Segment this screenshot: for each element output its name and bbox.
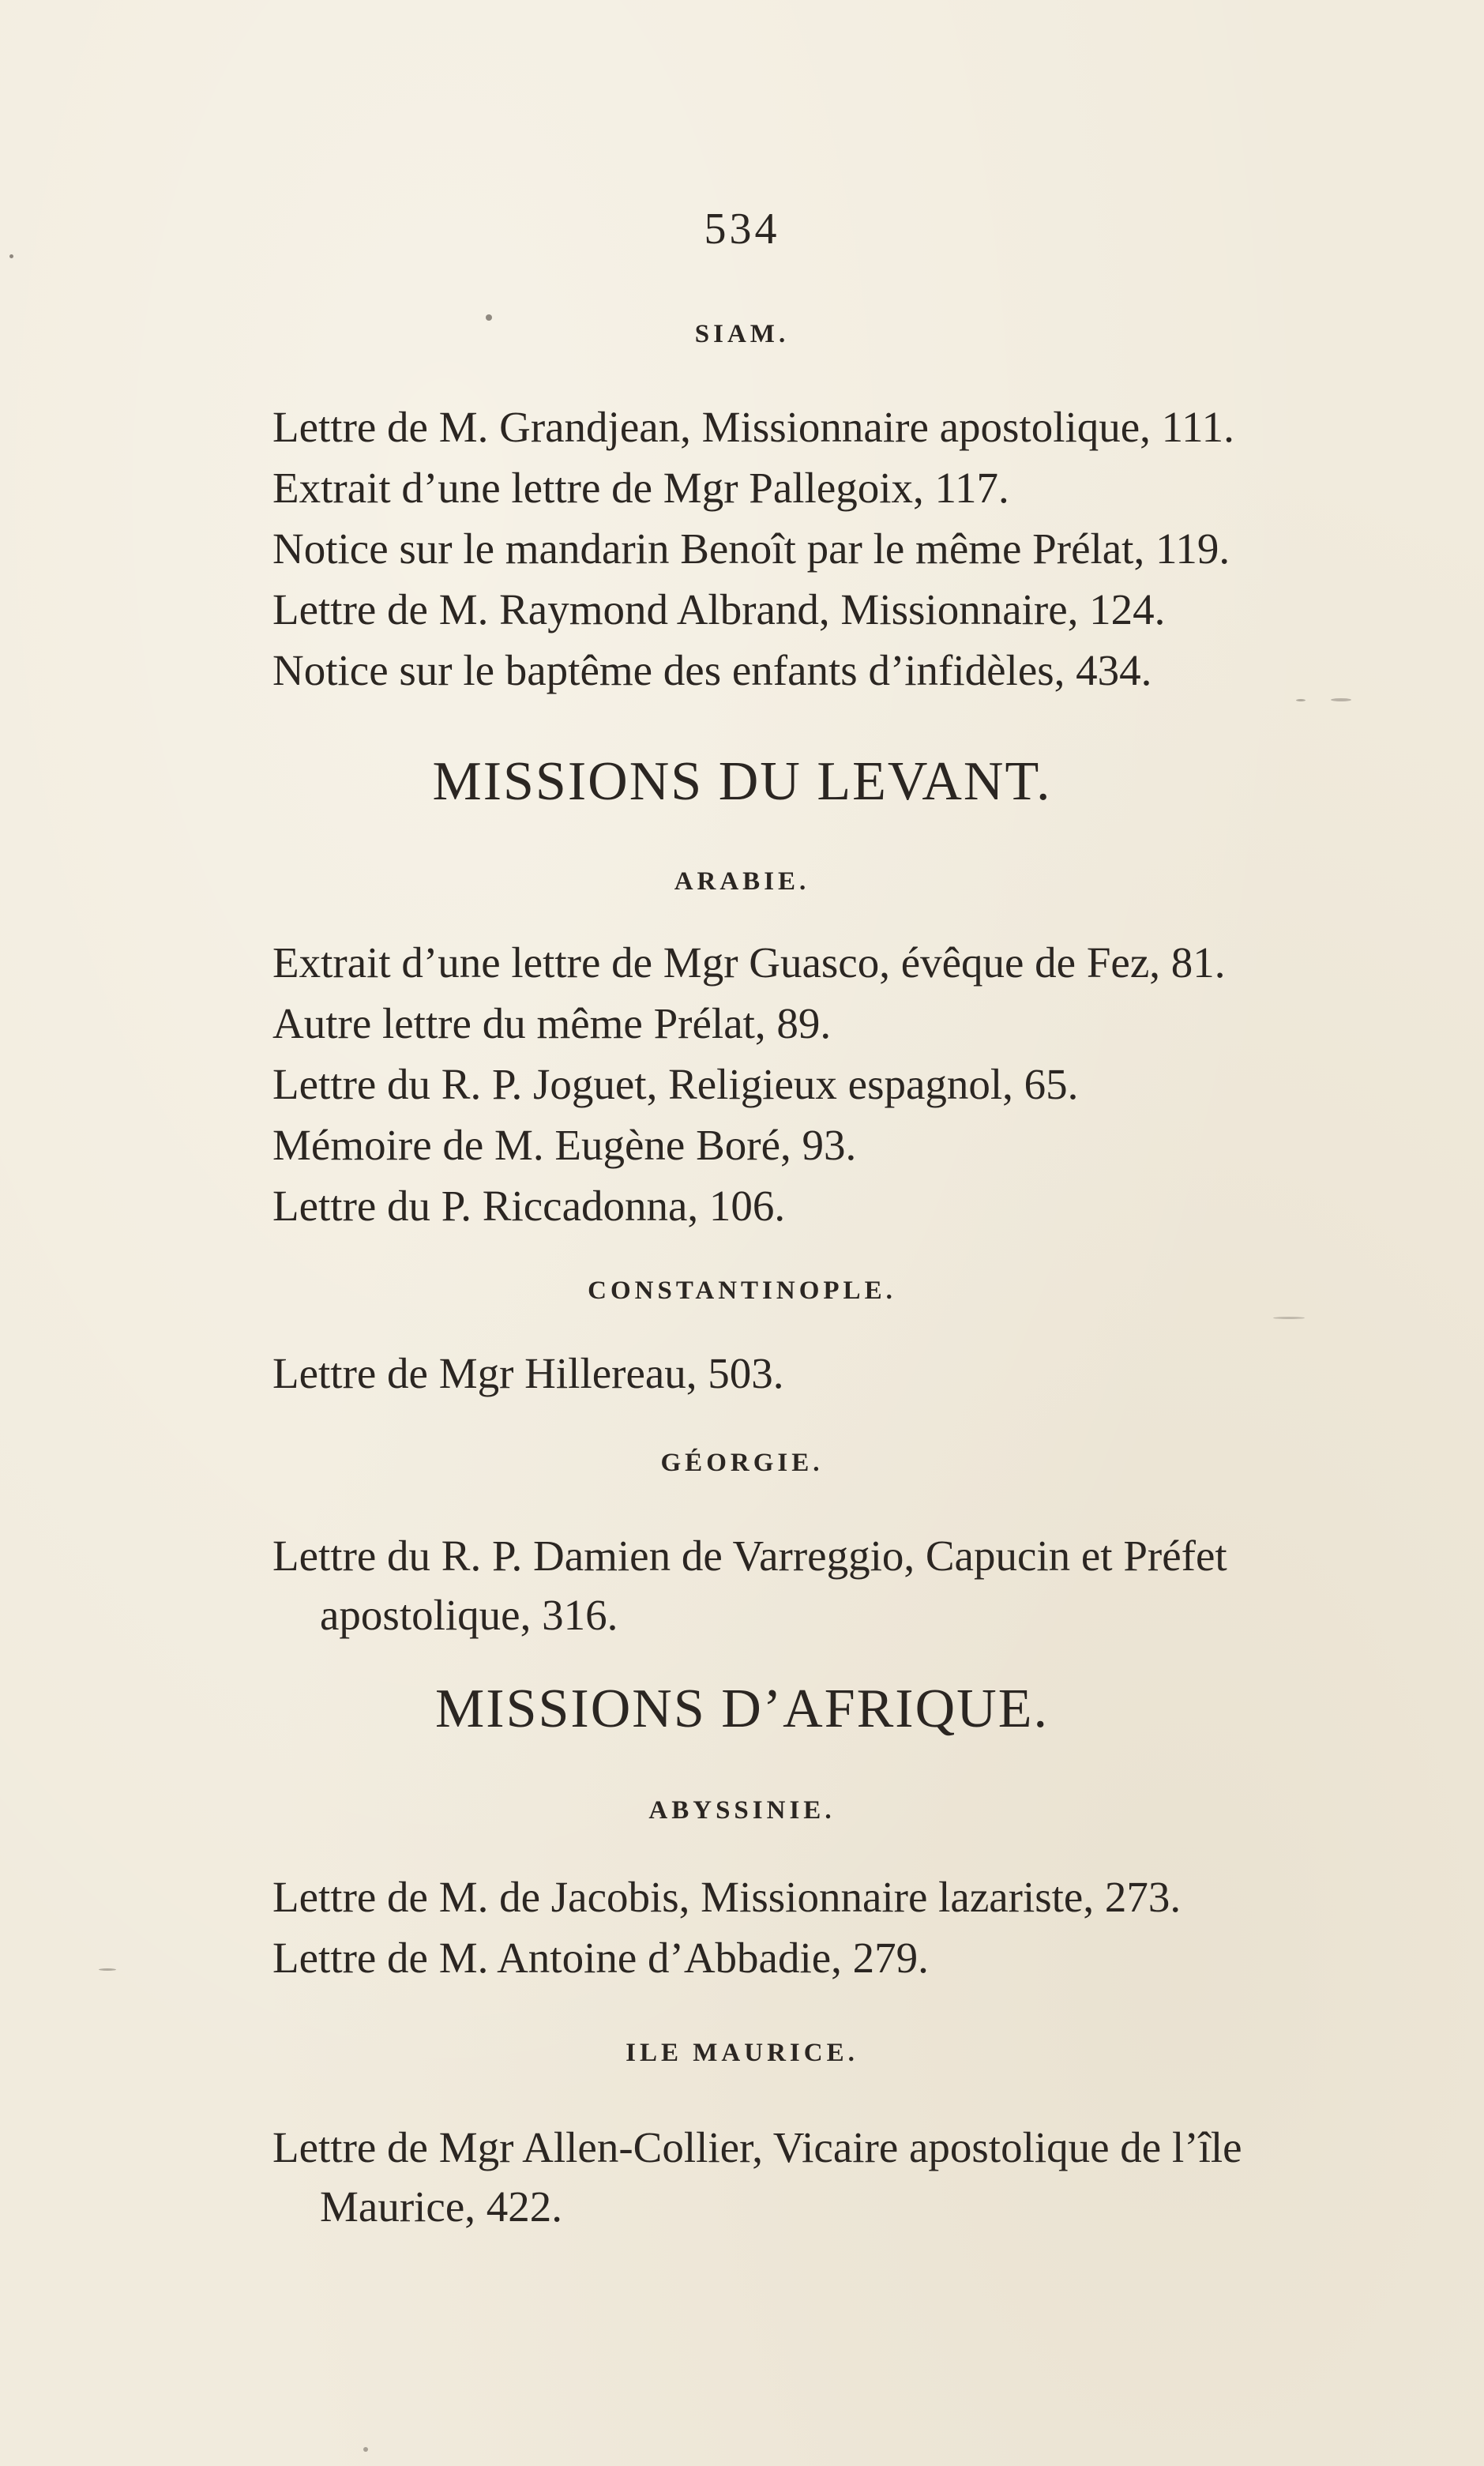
list-item: Lettre du R. P. Joguet, Religieux espagnol, 65. — [272, 1060, 1079, 1108]
list-item: Notice sur le baptême des enfants d’infidèles, 434. — [272, 646, 1152, 694]
paper-speck — [1296, 699, 1306, 701]
paper-speck — [9, 254, 13, 258]
list-item: Notice sur le mandarin Benoît par le même Prélat, 119. — [272, 524, 1230, 573]
list-item: Lettre de Mgr Hillereau, 503. — [272, 1349, 784, 1397]
list-item: Extrait d’une lettre de Mgr Pallegoix, 117. — [272, 464, 1009, 512]
list-item: Lettre de M. Antoine d’Abbadie, 279. — [272, 1934, 929, 1982]
paper-speck — [363, 2447, 368, 2452]
section-heading-afrique: MISSIONS D’AFRIQUE. — [435, 1678, 1049, 1739]
entry-continuation: Maurice, 422. — [320, 2182, 562, 2231]
paper-speck — [99, 1968, 116, 1971]
section-heading-levant: MISSIONS DU LEVANT. — [432, 751, 1052, 812]
list-item: Lettre du P. Riccadonna, 106. — [272, 1182, 786, 1230]
subheading-constantinople: CONSTANTINOPLE. — [588, 1276, 896, 1305]
paper-speck — [1273, 1317, 1305, 1319]
entry-line: Lettre de Mgr Allen-Collier, Vicaire apostolique de l’île — [272, 2123, 1242, 2171]
list-item: Extrait d’une lettre de Mgr Guasco, évêque de Fez, 81. — [272, 938, 1226, 987]
list-item: Mémoire de M. Eugène Boré, 93. — [272, 1121, 857, 1169]
list-item: Lettre de M. de Jacobis, Missionnaire lazariste, 273. — [272, 1873, 1182, 1921]
list-item: Autre lettre du même Prélat, 89. — [272, 999, 832, 1047]
list-item: Lettre de M. Grandjean, Missionnaire apostolique, 111. — [272, 403, 1234, 451]
paper-speck — [1331, 698, 1351, 701]
subheading-siam: SIAM. — [694, 320, 790, 348]
list-item — [272, 2125, 1378, 2230]
paper-speck — [486, 314, 492, 321]
subheading-ile-maurice: ILE MAURICE. — [626, 2039, 858, 2067]
subheading-georgie: GÉORGIE. — [660, 1449, 824, 1477]
list-item: Lettre de M. Raymond Albrand, Missionnaire, 124. — [272, 585, 1166, 633]
entry-line: Lettre du R. P. Damien de Varreggio, Capucin et Préfet — [272, 1532, 1227, 1580]
subheading-abyssinie: ABYSSINIE. — [648, 1796, 836, 1825]
subheading-arabie: ARABIE. — [674, 867, 810, 896]
page-number: 534 — [704, 205, 780, 254]
list-item — [272, 1533, 1378, 1638]
entry-continuation: apostolique, 316. — [320, 1591, 618, 1639]
